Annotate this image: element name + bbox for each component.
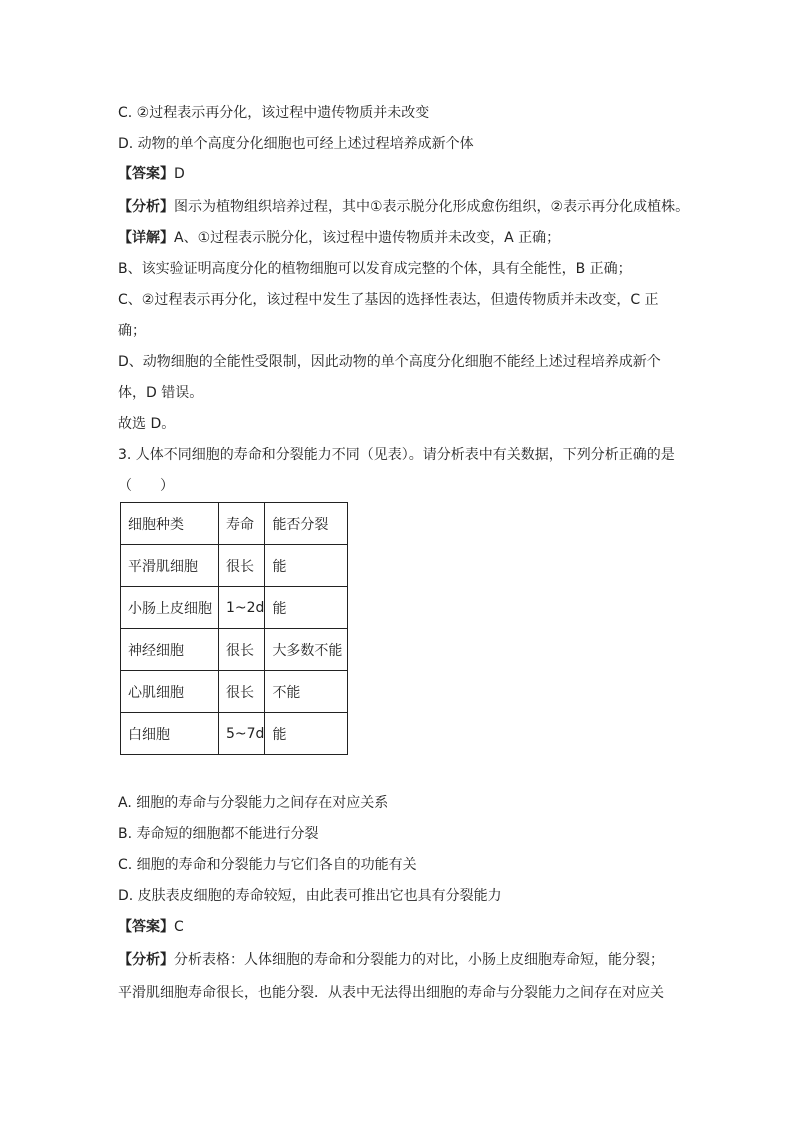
detail-line-c: C、②过程表示再分化，该过程中发生了基因的选择性表达，但遗传物质并未改变，C 正	[118, 292, 659, 308]
answer-tag: 【答案】	[118, 919, 174, 935]
option-c-q3: C. 细胞的寿命和分裂能力与它们各自的功能有关	[118, 857, 417, 873]
detail-line-b: B、该实验证明高度分化的植物细胞可以发育成完整的个体，具有全能性，B 正确；	[118, 261, 632, 277]
table-cell: 神经细胞	[121, 629, 219, 671]
table-row	[121, 713, 348, 755]
table-cell: 能	[265, 587, 348, 629]
conclusion-q2: 故选 D。	[118, 416, 176, 432]
analysis-tag: 【分析】	[118, 952, 174, 968]
table-cell: 不能	[265, 671, 348, 713]
table-header-row	[121, 503, 348, 545]
table-header-cell: 细胞种类	[121, 503, 219, 545]
table-cell: 心肌细胞	[121, 671, 219, 713]
table-cell: 白细胞	[121, 713, 219, 755]
analysis-q3	[118, 950, 664, 970]
table-cell: 平滑肌细胞	[121, 545, 219, 587]
table-row	[121, 545, 348, 587]
question-3-blank: （ ）	[118, 478, 174, 494]
table-cell: 1~2d	[219, 587, 265, 629]
table-row	[121, 671, 348, 713]
detail-q2	[118, 228, 560, 248]
table-cell: 很长	[219, 545, 265, 587]
table-cell: 能	[265, 713, 348, 755]
table-cell: 5~7d	[219, 713, 265, 755]
table-row	[121, 629, 348, 671]
option-a-q3: A. 细胞的寿命与分裂能力之间存在对应关系	[118, 795, 389, 811]
analysis-text: 图示为植物组织培养过程，其中①表示脱分化形成愈伤组织，②表示再分化成植株。	[174, 199, 690, 215]
analysis-q3-cont: 平滑肌细胞寿命很长，也能分裂．从表中无法得出细胞的寿命与分裂能力之间存在对应关	[118, 985, 664, 1001]
option-c-q2: C. ②过程表示再分化，该过程中遗传物质并未改变	[118, 105, 430, 121]
analysis-q2	[118, 197, 689, 217]
answer-value: C	[174, 919, 184, 935]
table-cell: 小肠上皮细胞	[121, 587, 219, 629]
detail-line-d-cont: 体，D 错误。	[118, 385, 204, 401]
detail-text: A、①过程表示脱分化，该过程中遗传物质并未改变，A 正确；	[174, 230, 561, 246]
table-header-cell: 能否分裂	[265, 503, 348, 545]
analysis-text: 分析表格：人体细胞的寿命和分裂能力的对比，小肠上皮细胞寿命短，能分裂；	[174, 952, 664, 968]
option-b-q3: B. 寿命短的细胞都不能进行分裂	[118, 826, 319, 842]
question-3-stem: 3. 人体不同细胞的寿命和分裂能力不同（见表）。请分析表中有关数据，下列分析正确的是	[118, 447, 675, 463]
table-cell: 能	[265, 545, 348, 587]
detail-line-c-cont: 确；	[118, 323, 146, 339]
answer-q2	[118, 164, 185, 184]
cell-lifespan-table	[120, 502, 348, 755]
analysis-tag: 【分析】	[118, 199, 174, 215]
option-d-q2: D. 动物的单个高度分化细胞也可经上述过程培养成新个体	[118, 136, 474, 152]
option-d-q3: D. 皮肤表皮细胞的寿命较短，由此表可推出它也具有分裂能力	[118, 888, 502, 904]
answer-q3	[118, 917, 184, 937]
detail-line-d: D、动物细胞的全能性受限制，因此动物的单个高度分化细胞不能经上述过程培养成新个	[118, 354, 661, 370]
answer-tag: 【答案】	[118, 166, 174, 182]
table-header-cell: 寿命	[219, 503, 265, 545]
table-cell: 很长	[219, 671, 265, 713]
table-cell: 大多数不能	[265, 629, 348, 671]
detail-tag: 【详解】	[118, 230, 174, 246]
answer-value: D	[174, 166, 185, 182]
table-cell: 很长	[219, 629, 265, 671]
table-row	[121, 587, 348, 629]
